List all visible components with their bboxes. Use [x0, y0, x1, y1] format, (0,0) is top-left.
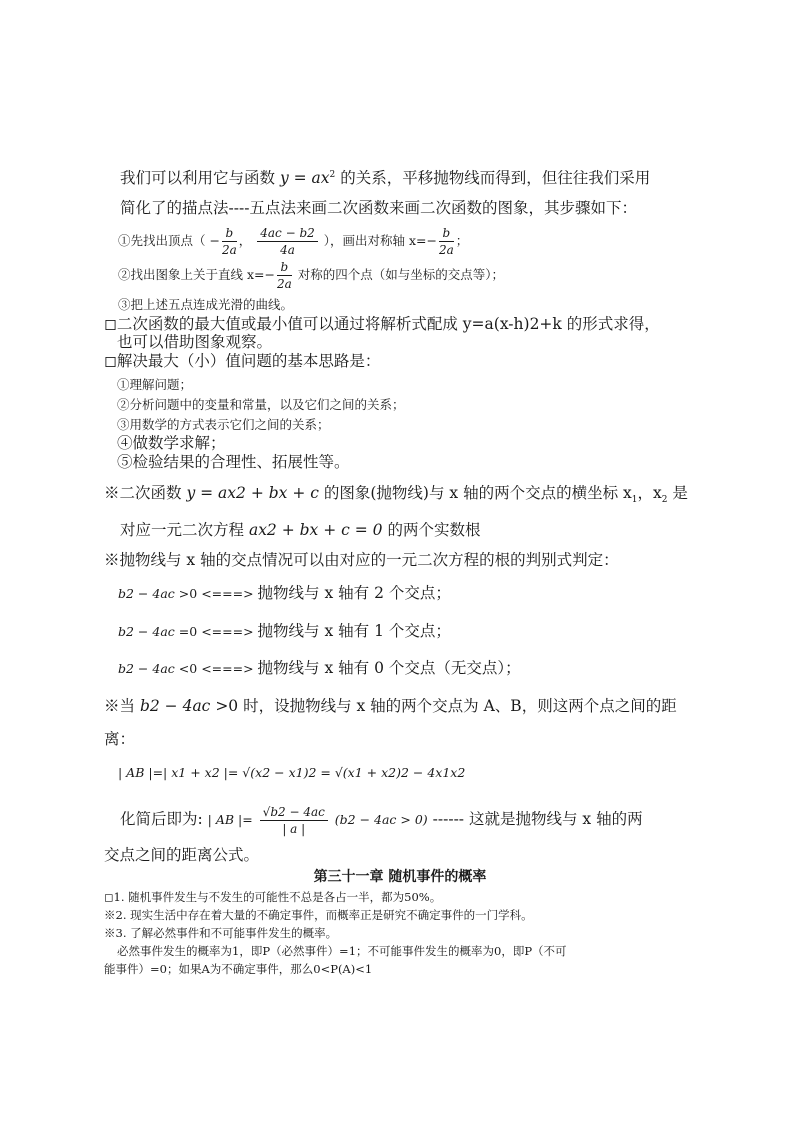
intro-text-b: 的关系，平移抛物线而得到，但往往我们采用	[340, 169, 651, 188]
step-2-text-b: 对称的四个点（如与坐标的交点等）；	[297, 267, 505, 282]
fraction-axis: $\frac{b}{2a}$	[438, 226, 454, 257]
chapter-p4: 必然事件发生的概率为1，即P（必然事件）=1；不可能事件发生的概率为0，即P（不可	[117, 944, 567, 958]
dist-simplified: 化简后即为: | AB |= $\frac{√b2 - 4ac}{| a |}$ (b2 − 4ac > 0) ------ 这就是抛物线与 x 轴的两	[120, 804, 643, 836]
chapter-title: 第三十一章 随机事件的概率	[313, 869, 487, 885]
step-1: ①先找出顶点（ − $\frac{b}{2a}$ ， $\frac{4ac - b2}{4a}$ ），画出对称轴 x=− $\frac{b}{2a}$ ；	[118, 226, 469, 257]
step-2: ②找出图象上关于直线 x=− $\frac{b}{2a}$ 对称的四个点（如与坐标的交点等）；	[118, 260, 505, 291]
disc-case-3: b2 − 4ac <0 <===> 抛物线与 x 轴有 0 个交点（无交点）；	[118, 659, 521, 677]
disc-title: ※抛物线与 x 轴的交点情况可以由对应的一元二次方程的根的判别式判定：	[104, 551, 619, 569]
chapter-p1: ◻1. 随机事件发生与不发生的可能性不总是各占一半，都为50%。	[104, 890, 442, 904]
step-2-text: ②找出图象上关于直线 x=	[118, 267, 265, 282]
bullet-1-line-1: ◻二次函数的最大值或最小值可以通过将解析式配成 y=a(x-h)2+k 的形式求得，	[104, 315, 660, 333]
dist-last-line: 交点之间的距离公式。	[104, 846, 260, 864]
step-1-axis: ），画出对称轴 x=	[323, 233, 427, 248]
disc-case-2: b2 − 4ac =0 <===> 抛物线与 x 轴有 1 个交点；	[118, 622, 451, 640]
disc-case-1: b2 − 4ac >0 <===> 抛物线与 x 轴有 2 个交点；	[118, 584, 451, 602]
bullet-2-item-3: ③用数学的方式表示它们之间的关系；	[117, 417, 330, 432]
bullet-marker: ◻	[104, 315, 117, 333]
roots-equation: ax2 + bx + c = 0	[248, 521, 383, 539]
fraction-b-over-2a: $\frac{b}{2a}$	[221, 226, 237, 257]
fraction-distance: $\frac{√b2 - 4ac}{| a |}$	[260, 804, 328, 837]
intro-line-2: 简化了的描点法----五点法来画二次函数来画二次函数的图象，其步骤如下：	[120, 199, 637, 217]
roots-line-1: ※二次函数 y = ax2 + bx + c 的图象(抛物线)与 x 轴的两个交点的横坐标 $x_1$，$x_2$ 是	[104, 484, 688, 505]
chapter-p3: ※3. 了解必然事件和不可能事件发生的概率。	[104, 926, 338, 940]
step-3: ③把上述五点连成光滑的曲线。	[118, 297, 294, 312]
bullet-2-title: ◻解决最大（小）值问题的基本思路是：	[104, 352, 381, 370]
dist-formula: | AB |=| x1 + x2 |= √(x2 − x1)2 = √(x1 + x2)2 − 4x1x2	[118, 765, 466, 780]
bullet-2-item-2: ②分析问题中的变量和常量，以及它们之间的关系；	[117, 397, 405, 412]
chapter-p2: ※2. 现实生活中存在着大量的不确定事件，而概率正是研究不确定事件的一门学科。	[104, 908, 533, 922]
bullet-2-item-5: ⑤检验结果的合理性、拓展性等。	[117, 453, 350, 471]
step-1-text: ①先找出顶点（	[118, 233, 206, 248]
fraction-axis-2: $\frac{b}{2a}$	[276, 260, 292, 291]
dist-line-1: ※当 b2 − 4ac >0 时，设抛物线与 x 轴的两个交点为 A、B，则这两个点之间的距	[104, 697, 677, 715]
intro-line-1: 我们可以利用它与函数 $y = ax^2$ 的关系，平移抛物线而得到，但往往我们采用	[120, 169, 651, 188]
dist-math: b2 − 4ac	[139, 697, 211, 715]
intro-math: y = ax	[279, 169, 330, 188]
bullet-marker: ◻	[104, 352, 117, 370]
bullet-2-item-1: ①理解问题；	[117, 377, 193, 392]
bullet-2-item-4: ④做数学求解；	[117, 434, 226, 452]
bullet-1-line-2: 也可以借助图象观察。	[117, 333, 273, 351]
roots-math: y = ax2 + bx + c	[186, 484, 319, 502]
roots-line-2: 对应一元二次方程 ax2 + bx + c = 0 的两个实数根	[120, 521, 481, 539]
intro-text: 我们可以利用它与函数	[120, 169, 276, 188]
fraction-vertex-y: $\frac{4ac - b2}{4a}$	[257, 225, 318, 258]
chapter-p5: 能事件）=0；如果A为不确定事件，那么0<P(A)<1	[104, 962, 373, 976]
dist-line-2: 离：	[104, 730, 136, 748]
